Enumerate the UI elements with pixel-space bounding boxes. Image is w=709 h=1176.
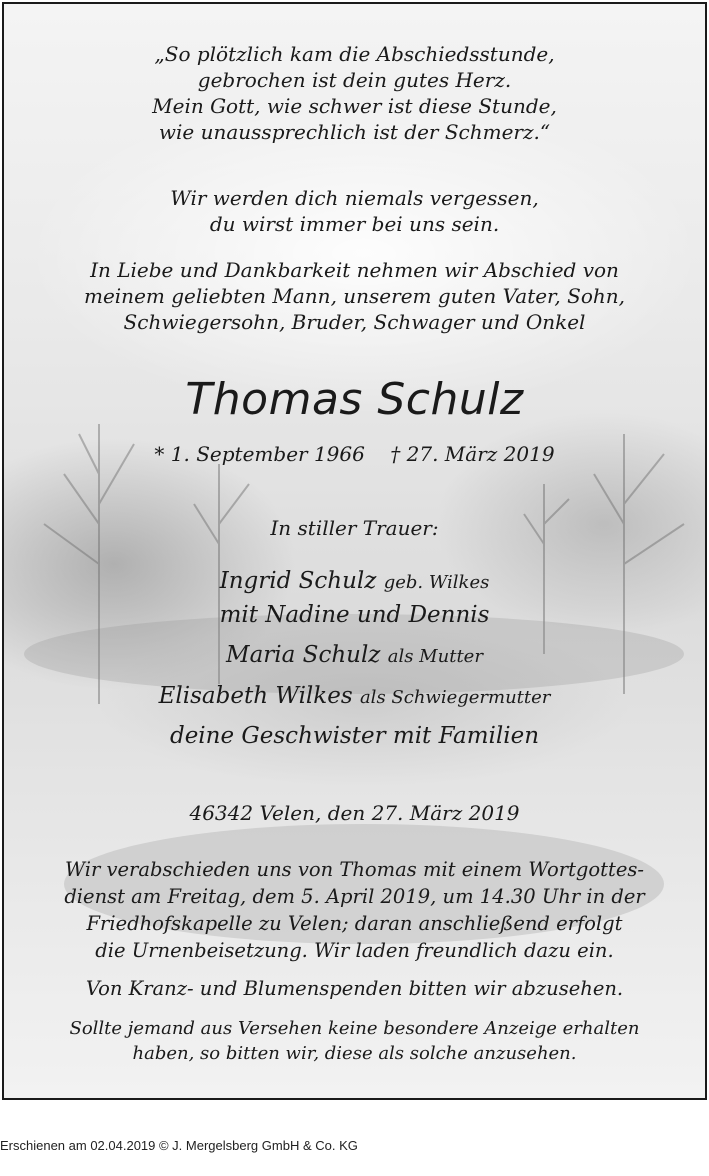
mourner-note: als Mutter — [387, 646, 483, 667]
place-date: 46342 Velen, den 27. März 2019 — [189, 801, 520, 825]
service-line: Friedhofskapelle zu Velen; daran anschließend erfolgt — [86, 912, 623, 935]
mourner-name: mit Nadine und Dennis — [219, 602, 490, 628]
poem-line: Mein Gott, wie schwer ist diese Stunde, — [152, 94, 557, 118]
farewell-line: meinem geliebten Mann, unserem guten Vater, Sohn, — [83, 284, 625, 308]
farewell-line: In Liebe und Dankbarkeit nehmen wir Abschied von — [90, 258, 619, 282]
mourner-line — [4, 568, 705, 594]
remember-line: Wir werden dich niemals vergessen, — [170, 186, 539, 210]
obituary-frame — [2, 2, 707, 1100]
poem-line: „So plötzlich kam die Abschiedsstunde, — [154, 42, 555, 66]
publication-footer: Erschienen am 02.04.2019 © J. Mergelsberg GmbH & Co. KG — [0, 1138, 358, 1153]
poem-line: wie unaussprechlich ist der Schmerz.“ — [158, 120, 551, 144]
service-line: die Urnenbeisetzung. Wir laden freundlich dazu ein. — [95, 939, 614, 962]
farewell-line: Schwiegersohn, Bruder, Schwager und Onkel — [123, 310, 586, 334]
remember-line: du wirst immer bei uns sein. — [209, 212, 500, 236]
mourner-note: als Schwiegermutter — [359, 687, 551, 708]
mourner-line — [4, 602, 705, 628]
mourning-heading: In stiller Trauer: — [270, 516, 439, 540]
notice-line: Sollte jemand aus Versehen keine besondere Anzeige erhalten — [69, 1018, 640, 1039]
service-line: dienst am Freitag, dem 5. April 2019, um 14.30 Uhr in der — [64, 885, 645, 908]
mourner-name: deine Geschwister mit Familien — [169, 723, 540, 749]
mourner-note: geb. Wilkes — [383, 572, 490, 593]
flowers-note: Von Kranz- und Blumenspenden bitten wir abzusehen. — [85, 977, 624, 1000]
mourner-name: Ingrid Schulz — [219, 568, 377, 594]
deceased-name: Thomas Schulz — [185, 374, 524, 425]
obituary-content — [4, 4, 705, 1098]
notice-line: haben, so bitten wir, diese als solche anzusehen. — [132, 1043, 577, 1064]
poem-line: gebrochen ist dein gutes Herz. — [197, 68, 512, 92]
mourner-name: Elisabeth Wilkes — [158, 683, 353, 709]
mourner-line — [4, 642, 705, 668]
mourner-line — [4, 723, 705, 749]
service-line: Wir verabschieden uns von Thomas mit einem Wortgottes- — [65, 858, 644, 881]
mourner-line — [4, 683, 705, 709]
life-dates: * 1. September 1966 † 27. März 2019 — [154, 442, 555, 466]
mourner-name: Maria Schulz — [226, 642, 381, 668]
